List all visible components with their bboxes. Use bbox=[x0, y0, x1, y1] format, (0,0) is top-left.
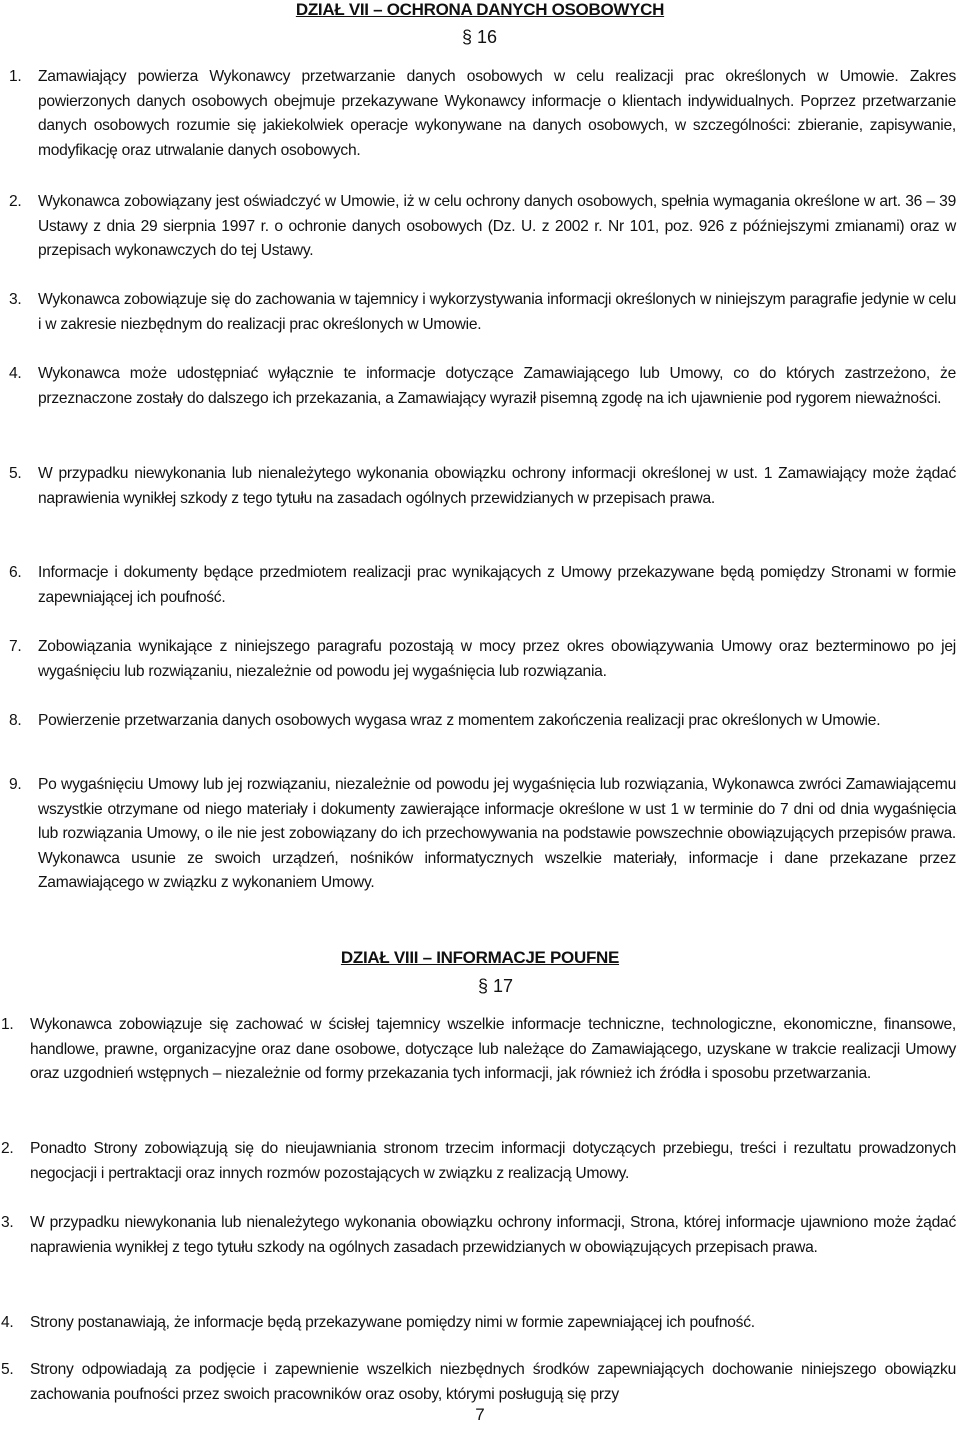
item-text: Informacje i dokumenty będące przedmiotem realizacji prac wynikających z Umowy przekazywane będą pomiędzy Stronami w formie zapewniającej ich poufność. bbox=[38, 564, 956, 606]
item-text: Zobowiązania wynikające z niniejszego paragrafu pozostają w mocy przez okres obowiązywania Umowy oraz bezterminowo po jej wygaśnięciu lub rozwiązaniu, niezależnie od powodu jej wygaśnięcia lub rozwiązania. bbox=[38, 638, 956, 680]
section-8-item-5 bbox=[1, 1358, 956, 1407]
section-7-item-1 bbox=[9, 65, 956, 163]
section-8-heading: DZIAŁ VIII – INFORMACJE POUFNE bbox=[340, 948, 620, 967]
item-text: Wykonawca zobowiązuje się zachować w ścisłej tajemnicy wszelkie informacje techniczne, technologiczne, ekonomiczne, finansowe, handlowe, prawne, organizacyjne oraz dane osobowe, dotyczące lub należące do Zamawiającego, uzyskane w trakcie realizacji Umowy oraz uzgodnień wstępnych – niezależnie od formy przekazania tych informacji, jak również ich źródła i sposobu przetwarzania. bbox=[30, 1016, 956, 1082]
section-7-item-3 bbox=[9, 288, 956, 337]
section-8-item-3 bbox=[1, 1211, 956, 1260]
section-8-paragraph-number bbox=[478, 976, 513, 997]
item-text: Zamawiający powierza Wykonawcy przetwarzanie danych osobowych w celu realizacji prac określonych w Umowie. Zakres powierzonych danych osobowych obejmuje przekazywane Wykonawcy informacje o klientach indywidualnych. Poprzez przetwarzanie danych osobowych rozumie się jakiekolwiek operacje wykonywane na danych osobowych, w szczególności: zbieranie, zapisywanie, modyfikację oraz utrwalanie danych osobowych. bbox=[38, 68, 956, 159]
section-7-paragraph-number bbox=[462, 27, 497, 48]
item-number: 9. bbox=[9, 776, 22, 793]
item-text: Strony odpowiadają za podjęcie i zapewnienie wszelkich niezbędnych środków zapewniających dochowanie niniejszego obowiązku zachowania poufności przez swoich pracowników oraz osoby, którymi posługują się przy bbox=[30, 1361, 956, 1403]
item-text: Wykonawca może udostępniać wyłącznie te informacje dotyczące Zamawiającego lub Umowy, co do których zastrzeżono, że przeznaczone zostały do dalszego ich przekazania, a Zamawiający wyraził pisemną zgodę na ich ujawnienie pod rygorem nieważności. bbox=[38, 365, 956, 407]
paragraph-sign: § bbox=[478, 976, 489, 996]
item-number: 5. bbox=[1, 1361, 14, 1378]
item-number: 3. bbox=[1, 1214, 14, 1231]
item-number: 2. bbox=[1, 1140, 14, 1157]
item-text: W przypadku niewykonania lub nienależytego wykonania obowiązku ochrony informacji określonej w ust. 1 Zamawiający może żądać naprawienia wynikłej szkody z tego tytułu na zasadach ogólnych przewidzianych w przepisach prawa. bbox=[38, 465, 956, 507]
section-7-item-6 bbox=[9, 561, 956, 610]
section-7-heading: DZIAŁ VII – OCHRONA DANYCH OSOBOWYCH bbox=[295, 0, 665, 19]
page-number: 7 bbox=[475, 1405, 485, 1424]
item-number: 4. bbox=[9, 365, 22, 382]
item-number: 6. bbox=[9, 564, 22, 581]
item-number: 4. bbox=[1, 1314, 14, 1331]
section-7-item-5 bbox=[9, 462, 956, 511]
item-text: Strony postanawiają, że informacje będą przekazywane pomiędzy nimi w formie zapewniającej ich poufność. bbox=[30, 1314, 755, 1331]
section-7-item-9 bbox=[9, 773, 956, 896]
section-8-item-1 bbox=[1, 1013, 956, 1087]
section-7-item-4 bbox=[9, 362, 956, 411]
section-8-item-2 bbox=[1, 1137, 956, 1186]
item-number: 1. bbox=[1, 1016, 14, 1033]
item-text: Ponadto Strony zobowiązują się do nieujawniania stronom trzecim informacji dotyczących przebiegu, treści i rezultatu prowadzonych negocjacji i pertraktacji oraz innych rozmów pozostających w związku z realizacją Umowy. bbox=[30, 1140, 956, 1182]
item-number: 5. bbox=[9, 465, 22, 482]
paragraph-number: 17 bbox=[493, 976, 514, 996]
item-number: 1. bbox=[9, 68, 22, 85]
item-text: Powierzenie przetwarzania danych osobowych wygasa wraz z momentem zakończenia realizacji prac określonych w Umowie. bbox=[38, 712, 881, 729]
item-number: 2. bbox=[9, 193, 22, 210]
item-text: Wykonawca zobowiązuje się do zachowania w tajemnicy i wykorzystywania informacji określonych w niniejszym paragrafie jedynie w celu i w zakresie niezbędnym do realizacji prac określonych w Umowie. bbox=[38, 291, 956, 333]
item-text: Wykonawca zobowiązany jest oświadczyć w Umowie, iż w celu ochrony danych osobowych, spełnia wymagania określone w art. 36 – 39 Ustawy z dnia 29 sierpnia 1997 r. o ochronie danych osobowych (Dz. U. z 2002 r. Nr 101, poz. 926 z późniejszymi zmianami) oraz w przepisach wykonawczych do tej Ustawy. bbox=[38, 193, 956, 259]
item-number: 7. bbox=[9, 638, 22, 655]
item-text: W przypadku niewykonania lub nienależytego wykonania obowiązku ochrony informacji, Strona, której informacje ujawniono może żądać naprawienia wynikłej z tego tytułu szkody na ogólnych zasadach przewidzianych w obowiązujących przepisach prawa. bbox=[30, 1214, 956, 1256]
item-number: 8. bbox=[9, 712, 22, 729]
item-number: 3. bbox=[9, 291, 22, 308]
section-8-item-4 bbox=[1, 1311, 956, 1336]
paragraph-sign: § bbox=[462, 27, 473, 47]
section-7-item-2 bbox=[9, 190, 956, 264]
section-7-item-7 bbox=[9, 635, 956, 684]
section-7-item-8 bbox=[9, 709, 956, 734]
item-text: Po wygaśnięciu Umowy lub jej rozwiązaniu, niezależnie od powodu jej wygaśnięcia lub rozwiązania, Wykonawca zwróci Zamawiającemu wszystkie otrzymane od niego materiały i dokumenty zawierające informacje określone w ust 1 w terminie do 7 dni od dnia wygaśnięcia lub rozwiązania Umowy, o ile nie jest zobowiązany do ich przechowywania na podstawie powszechnie obowiązujących przepisów prawa. Wykonawca usunie ze swoich urządzeń, nośników informatycznych wszelkie materiały, informacje i dane przekazane przez Zamawiającego w związku z wykonaniem Umowy. bbox=[38, 776, 956, 891]
paragraph-number: 16 bbox=[477, 27, 498, 47]
